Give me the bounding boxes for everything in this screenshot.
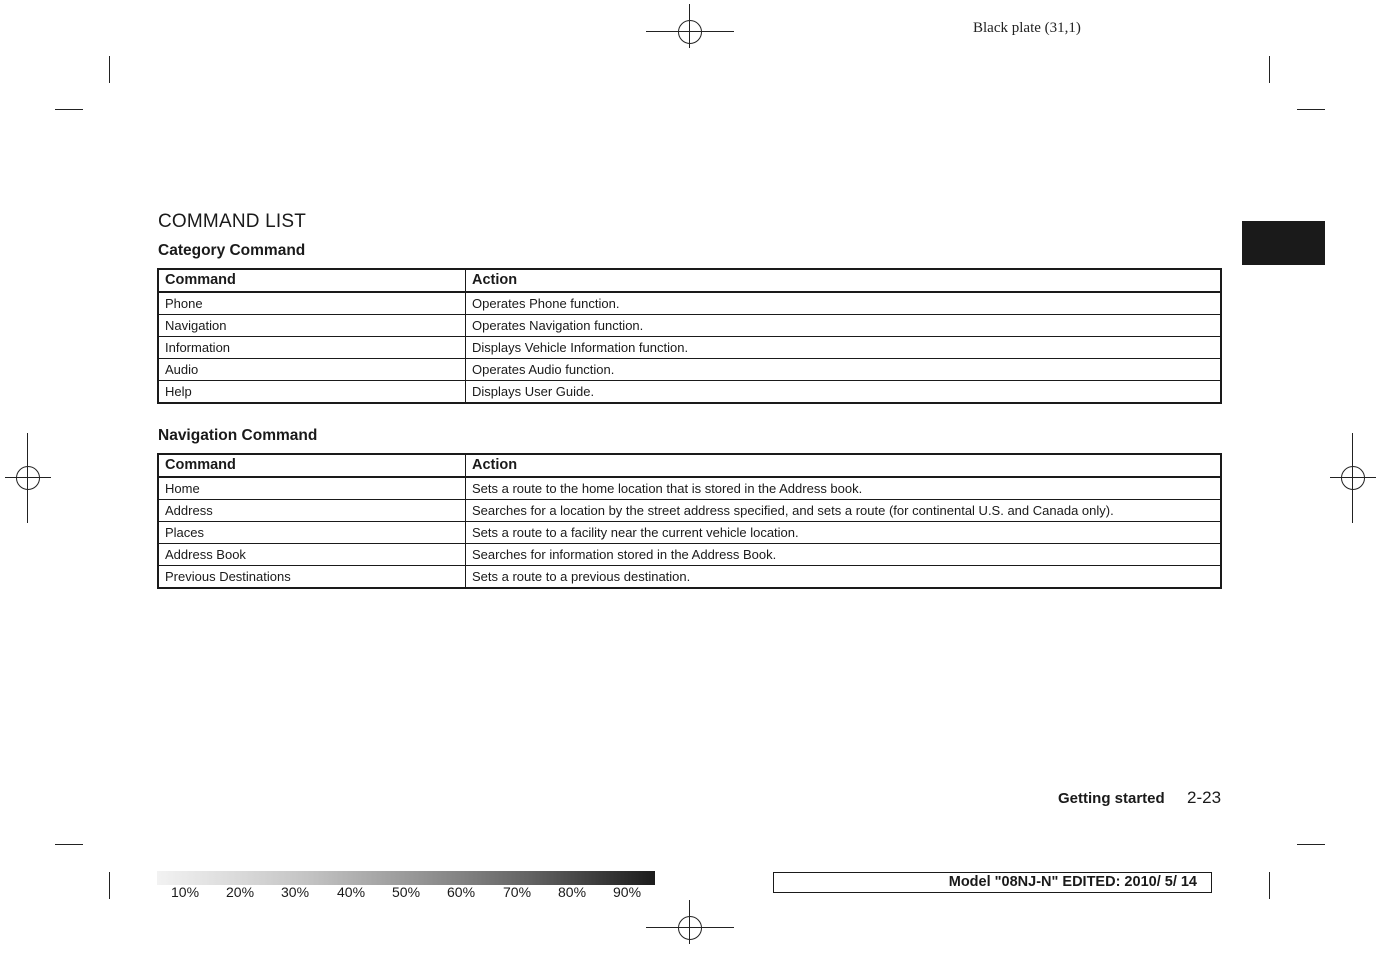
command-cell: Phone: [158, 292, 466, 315]
command-cell: Address: [158, 500, 466, 522]
action-cell: Searches for a location by the street address specified, and sets a route (for continental U.S. and Canada only).: [466, 500, 1222, 522]
registration-mark-bottom: [646, 900, 734, 944]
table-row: [158, 522, 1221, 544]
density-scale-labels: [157, 884, 655, 902]
density-label: 40%: [337, 884, 366, 900]
action-cell: Sets a route to the home location that is stored in the Address book.: [466, 477, 1222, 500]
density-label: 30%: [281, 884, 310, 900]
density-label: 90%: [613, 884, 642, 900]
plate-label: Black plate (31,1): [973, 20, 1081, 36]
registration-mark-left: [5, 433, 51, 523]
command-cell: Home: [158, 477, 466, 500]
crop-mark: [55, 109, 83, 110]
table-row: [158, 292, 1221, 315]
crop-mark: [109, 872, 110, 899]
registration-mark-right: [1330, 433, 1376, 523]
density-label: 80%: [558, 884, 587, 900]
density-label: 70%: [503, 884, 532, 900]
command-cell: Places: [158, 522, 466, 544]
model-edited-box: Model "08NJ-N" EDITED: 2010/ 5/ 14: [773, 872, 1212, 893]
column-header-command: Command: [158, 269, 466, 292]
density-scale-bar: [157, 871, 655, 885]
crop-mark: [1297, 844, 1325, 845]
category-section-title: Category Command: [158, 242, 306, 259]
command-cell: Previous Destinations: [158, 566, 466, 589]
page-number: 2-23: [1187, 788, 1222, 807]
registration-mark-top: [646, 4, 734, 48]
action-cell: Operates Audio function.: [466, 359, 1222, 381]
column-header-action: Action: [466, 269, 1222, 292]
density-label: 10%: [171, 884, 200, 900]
table-row: [158, 337, 1221, 359]
table-row: [158, 566, 1221, 589]
chapter-tab: [1242, 221, 1325, 265]
density-label: 50%: [392, 884, 421, 900]
table-header-row: [158, 269, 1221, 292]
table-row: [158, 315, 1221, 337]
table-row: [158, 359, 1221, 381]
navigation-command-table: [157, 453, 1222, 589]
action-cell: Operates Navigation function.: [466, 315, 1222, 337]
column-header-command: Command: [158, 454, 466, 477]
command-cell: Information: [158, 337, 466, 359]
action-cell: Sets a route to a previous destination.: [466, 566, 1222, 589]
page-title: COMMAND LIST: [158, 211, 307, 232]
command-cell: Address Book: [158, 544, 466, 566]
action-cell: Searches for information stored in the Address Book.: [466, 544, 1222, 566]
table-row: [158, 477, 1221, 500]
crop-mark: [1269, 56, 1270, 83]
table-row: [158, 381, 1221, 404]
action-cell: Displays Vehicle Information function.: [466, 337, 1222, 359]
column-header-action: Action: [466, 454, 1222, 477]
action-cell: Operates Phone function.: [466, 292, 1222, 315]
crop-mark: [1269, 872, 1270, 899]
footer-section-name: Getting started: [1058, 790, 1165, 807]
crop-mark: [1297, 109, 1325, 110]
table-row: [158, 500, 1221, 522]
action-cell: Displays User Guide.: [466, 381, 1222, 404]
navigation-section-title: Navigation Command: [158, 427, 318, 444]
category-command-table: [157, 268, 1222, 404]
command-cell: Audio: [158, 359, 466, 381]
crop-mark: [109, 56, 110, 83]
command-cell: Navigation: [158, 315, 466, 337]
table-header-row: [158, 454, 1221, 477]
action-cell: Sets a route to a facility near the current vehicle location.: [466, 522, 1222, 544]
command-cell: Help: [158, 381, 466, 404]
crop-mark: [55, 844, 83, 845]
density-label: 60%: [447, 884, 476, 900]
density-label: 20%: [226, 884, 255, 900]
table-row: [158, 544, 1221, 566]
